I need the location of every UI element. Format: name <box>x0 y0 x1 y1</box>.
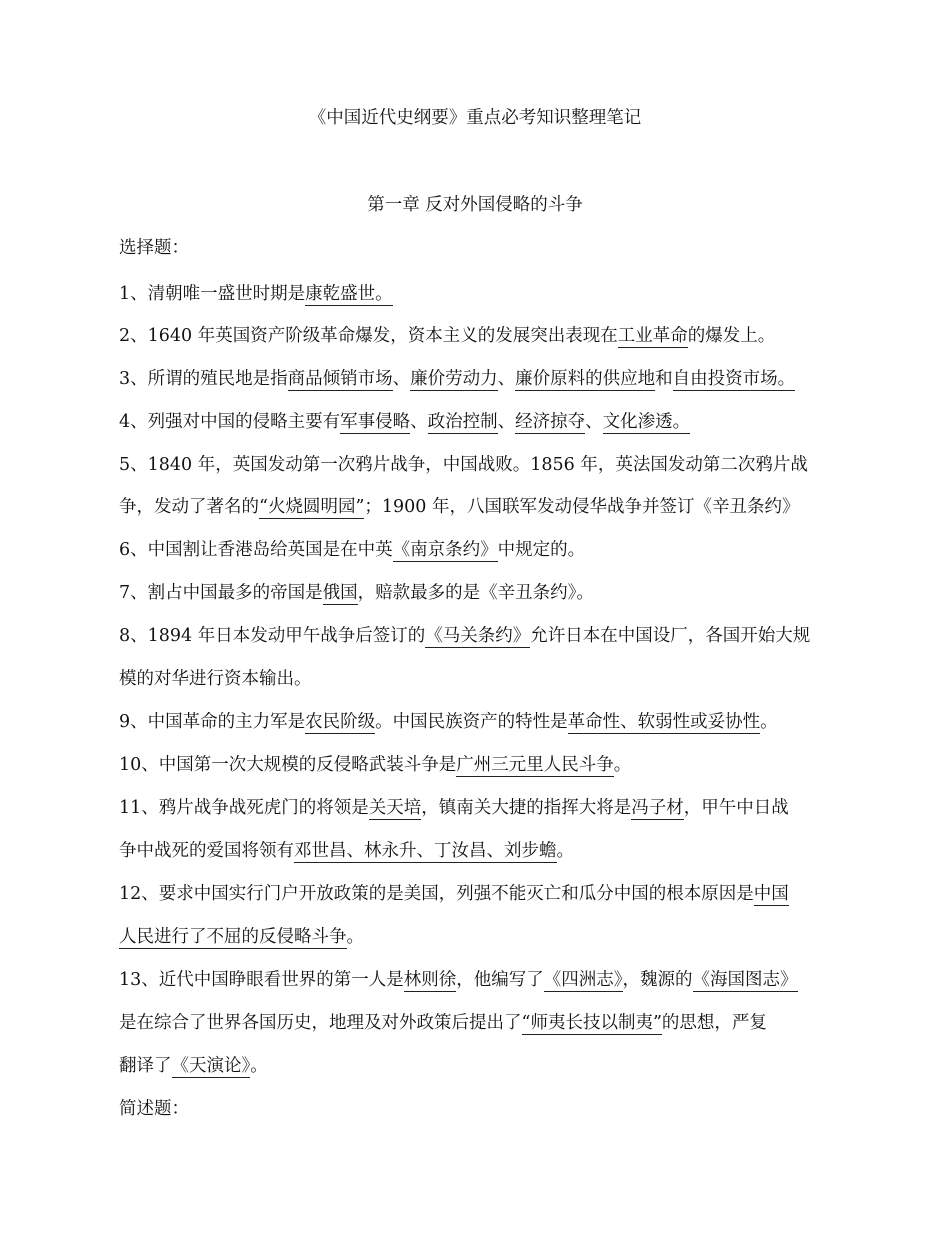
answer-underlined: 农民阶级 <box>305 712 376 732</box>
answer-underlined: 康乾盛世。 <box>305 284 393 304</box>
text-segment: 。 <box>613 755 632 775</box>
text-segment: 3、所谓的殖民地是指 <box>119 369 288 389</box>
answer-underlined: 俄国 <box>322 583 358 603</box>
answer-underlined: 邓世昌、林永升、丁汝昌、刘步蟾 <box>294 841 557 861</box>
answer-underlined: 军事侵略 <box>340 412 411 432</box>
answer-underlined: 《马关条约》 <box>425 626 531 646</box>
text-segment: 和 <box>655 369 673 389</box>
answer-underlined: 人民进行了不屈的反侵略斗争 <box>119 927 347 947</box>
answer-underlined: 自由投资市场。 <box>672 369 796 389</box>
text-line <box>119 751 864 779</box>
text-segment: 9、中国革命的主力军是 <box>119 712 306 732</box>
text-segment: 的思想，严复 <box>661 1013 767 1033</box>
answer-underlined: 冯子材 <box>631 798 684 818</box>
answer-underlined: “火烧圆明园” <box>259 497 365 517</box>
text-segment: ，赔款最多的是《辛丑条约》。 <box>357 583 594 603</box>
text-segment: 争中战死的爱国将领有 <box>119 841 294 861</box>
text-line <box>119 1052 864 1080</box>
text-segment: 争，发动了著名的 <box>119 497 259 517</box>
text-segment: 12、要求中国实行门户开放政策的是美国，列强不能灭亡和瓜分中国的根本原因是 <box>119 884 754 904</box>
text-segment: 是在综合了世界各国历史，地理及对外政策后提出了 <box>119 1013 522 1033</box>
text-segment: ，甲午中日战 <box>683 798 789 818</box>
text-line <box>119 536 864 564</box>
text-segment: ；1900 年，八国联军发动侵华战争并签订《辛丑条约》 <box>364 497 800 517</box>
text-line <box>119 837 864 865</box>
answer-underlined: 林则徐 <box>403 970 457 990</box>
answer-underlined: 中国 <box>753 884 789 904</box>
text-line <box>119 1009 864 1037</box>
text-line <box>119 451 864 479</box>
text-segment: 5、1840 年，英国发动第一次鸦片战争，中国战败。1856 年，英法国发动第二次鸦片战 <box>119 455 808 475</box>
answer-underlined: 经济掠夺 <box>515 412 586 432</box>
answer-underlined: 《南京条约》 <box>392 540 498 560</box>
chapter-heading: 第一章 反对外国侵略的斗争 <box>367 195 583 215</box>
text-segment: 、 <box>392 369 411 389</box>
text-segment: 、 <box>585 412 603 432</box>
text-line <box>119 708 864 736</box>
text-segment: 2、1640 年英国资产阶级革命爆发，资本主义的发展突出表现在 <box>119 326 618 346</box>
text-line <box>119 280 864 308</box>
text-segment: 中规定的。 <box>497 540 586 560</box>
text-line <box>119 966 864 994</box>
answer-underlined: 工业革命 <box>617 326 688 346</box>
text-segment: 13、近代中国睁眼看世界的第一人是 <box>119 970 404 990</box>
answer-underlined: 关天培 <box>368 798 422 818</box>
text-segment: 、 <box>410 412 428 432</box>
text-segment: 4、列强对中国的侵略主要有 <box>119 412 341 432</box>
text-segment: 、 <box>497 412 516 432</box>
text-segment: 7、割占中国最多的帝国是 <box>119 583 323 603</box>
text-segment: 。 <box>760 712 778 732</box>
section-heading-short-answer: 简述题： <box>119 1099 189 1119</box>
text-segment: 10、中国第一次大规模的反侵略武装斗争是 <box>119 755 457 775</box>
text-line <box>119 408 864 436</box>
text-line <box>119 923 864 951</box>
text-segment: 。 <box>250 1056 268 1076</box>
text-line <box>119 665 864 693</box>
text-line <box>119 794 864 822</box>
document-title: 《中国近代史纲要》重点必考知识整理笔记 <box>308 108 642 128</box>
section-heading-choice: 选择题： <box>119 238 189 258</box>
text-segment: 1、清朝唯一盛世时期是 <box>119 284 306 304</box>
text-line <box>119 365 864 393</box>
text-line <box>119 493 864 521</box>
answer-underlined: 廉价原料的供应地 <box>515 369 656 389</box>
text-line <box>119 579 864 607</box>
answer-underlined: 廉价劳动力 <box>410 369 498 389</box>
text-line <box>119 622 864 650</box>
text-segment: ，镇南关大捷的指挥大将是 <box>421 798 632 818</box>
text-segment: 。 <box>346 927 364 947</box>
text-segment: 6、中国割让香港岛给英国是在中英 <box>119 540 393 560</box>
text-line <box>119 880 864 908</box>
answer-underlined: 文化渗透。 <box>602 412 691 432</box>
text-segment: 允许日本在中国设厂，各国开始大规 <box>530 626 811 646</box>
answer-underlined: 商品倾销市场 <box>287 369 393 389</box>
answer-underlined: “师夷长技以制夷” <box>521 1013 662 1033</box>
text-segment: ，他编写了 <box>456 970 544 990</box>
text-segment: 11、鸦片战争战死虎门的将领是 <box>119 798 369 818</box>
text-segment: 。 <box>556 841 574 861</box>
text-segment: 的爆发上。 <box>687 326 776 346</box>
text-segment: 翻译了 <box>119 1056 172 1076</box>
text-segment: 、 <box>497 369 516 389</box>
text-segment: 8、1894 年日本发动甲午战争后签订的 <box>119 626 426 646</box>
answer-underlined: 广州三元里人民斗争 <box>456 755 614 775</box>
answer-underlined: 《四洲志》 <box>543 970 623 990</box>
text-segment: ，魏源的 <box>622 970 693 990</box>
text-line <box>119 322 864 350</box>
text-segment: 模的对华进行资本输出。 <box>119 669 312 689</box>
answer-underlined: 《天演论》 <box>171 1056 251 1076</box>
text-segment: 。中国民族资产的特性是 <box>375 712 568 732</box>
answer-underlined: 革命性、软弱性或妥协性 <box>567 712 761 732</box>
answer-underlined: 政治控制 <box>427 412 498 432</box>
answer-underlined: 《海国图志》 <box>692 970 798 990</box>
